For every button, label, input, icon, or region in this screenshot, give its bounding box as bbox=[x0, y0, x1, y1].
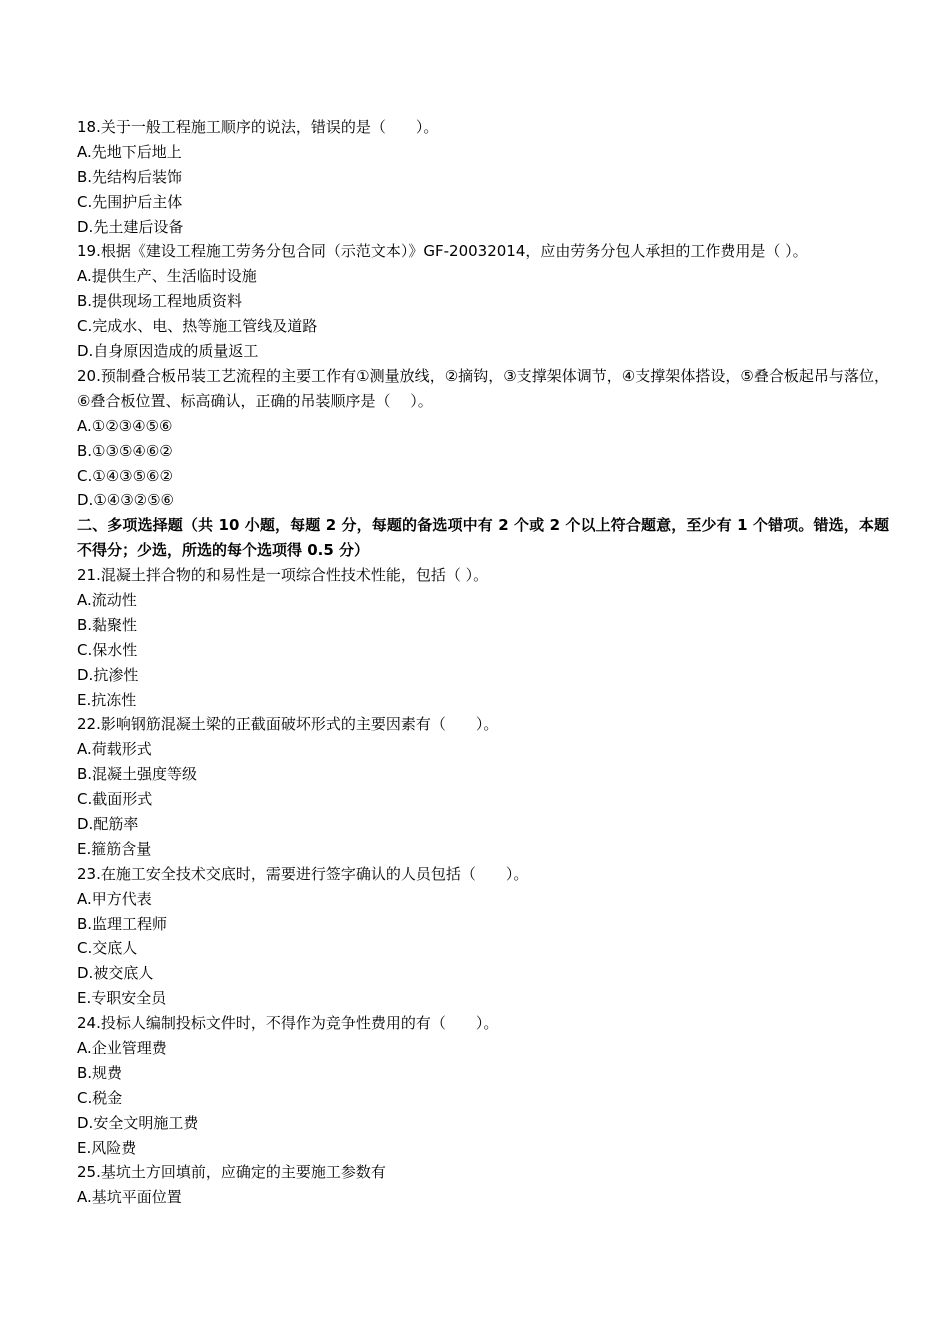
option-a: A.①②③④⑤⑥ bbox=[77, 416, 173, 435]
option-d: D.自身原因造成的质量返工 bbox=[77, 342, 259, 361]
option-d: D.安全文明施工费 bbox=[77, 1113, 199, 1132]
option-b: B.规费 bbox=[77, 1063, 123, 1082]
option-d: D.配筋率 bbox=[77, 815, 139, 833]
option-b: B.提供现场工程地质资料 bbox=[77, 292, 243, 311]
option-a: A.提供生产、生活临时设施 bbox=[77, 267, 257, 286]
option-d: D.①④③②⑤⑥ bbox=[77, 491, 175, 510]
option-b: B.混凝土强度等级 bbox=[77, 765, 198, 784]
option-e: E.抗冻性 bbox=[77, 690, 137, 709]
option-a: A.先地下后地上 bbox=[77, 142, 182, 161]
question-22 bbox=[77, 712, 889, 861]
option-c: C.交底人 bbox=[77, 939, 138, 958]
option-c: C.①④③⑤⑥② bbox=[77, 466, 173, 485]
option-e: E.专职安全员 bbox=[77, 989, 167, 1008]
question-stem: 25.基坑土方回填前，应确定的主要施工参数有 bbox=[77, 1163, 386, 1182]
option-c: C.保水性 bbox=[77, 640, 138, 659]
option-e: E.箍筋含量 bbox=[77, 839, 152, 858]
document-page bbox=[77, 115, 889, 1210]
option-a: A.荷载形式 bbox=[77, 740, 152, 759]
option-b: B.先结构后装饰 bbox=[77, 167, 183, 186]
option-b: B.监理工程师 bbox=[77, 914, 168, 933]
question-18 bbox=[77, 115, 889, 239]
option-c: C.完成水、电、热等施工管线及道路 bbox=[77, 317, 318, 336]
option-d: D.抗渗性 bbox=[77, 665, 139, 684]
option-d: D.被交底人 bbox=[77, 964, 154, 983]
question-20 bbox=[77, 364, 889, 513]
question-21 bbox=[77, 563, 889, 712]
section-heading-multiple-choice: 二、多项选择题（共 10 小题，每题 2 分，每题的备选项中有 2 个或 2 个以上符合题意，至少有 1 个错项。错选，本题不得分；少选，所选的每个选项得 0.5 分） bbox=[77, 516, 889, 560]
option-a: A.企业管理费 bbox=[77, 1039, 167, 1058]
option-c: C.税金 bbox=[77, 1088, 123, 1107]
question-stem: 19.根据《建设工程施工劳务分包合同（示范文本）》GF-20032014，应由劳务分包人承担的工作费用是（ ）。 bbox=[77, 242, 808, 261]
question-19 bbox=[77, 239, 889, 363]
option-a: A.基坑平面位置 bbox=[77, 1188, 182, 1207]
question-23 bbox=[77, 862, 889, 1011]
question-24 bbox=[77, 1011, 889, 1160]
question-stem: 21.混凝土拌合物的和易性是一项综合性技术性能，包括（ ）。 bbox=[77, 566, 489, 585]
question-stem: 24.投标人编制投标文件时，不得作为竞争性费用的有（ ）。 bbox=[77, 1014, 499, 1033]
question-stem: 20.预制叠合板吊装工艺流程的主要工作有①测量放线，②摘钩，③支撑架体调节，④支撑架体搭设，⑤叠合板起吊与落位，⑥叠合板位置、标高确认，正确的吊装顺序是（ ）。 bbox=[77, 366, 889, 410]
option-b: B.黏聚性 bbox=[77, 615, 138, 634]
option-b: B.①③⑤④⑥② bbox=[77, 441, 173, 460]
question-stem: 22.影响钢筋混凝土梁的正截面破坏形式的主要因素有（ ）。 bbox=[77, 715, 499, 734]
question-stem: 18.关于一般工程施工顺序的说法，错误的是（ ）。 bbox=[77, 118, 439, 136]
option-c: C.先围护后主体 bbox=[77, 192, 183, 211]
option-a: A.流动性 bbox=[77, 590, 137, 609]
option-a: A.甲方代表 bbox=[77, 889, 152, 908]
option-e: E.风险费 bbox=[77, 1138, 137, 1157]
option-d: D.先土建后设备 bbox=[77, 217, 184, 236]
question-stem: 23.在施工安全技术交底时，需要进行签字确认的人员包括（ ）。 bbox=[77, 864, 529, 883]
option-c: C.截面形式 bbox=[77, 790, 153, 809]
question-25 bbox=[77, 1160, 889, 1210]
